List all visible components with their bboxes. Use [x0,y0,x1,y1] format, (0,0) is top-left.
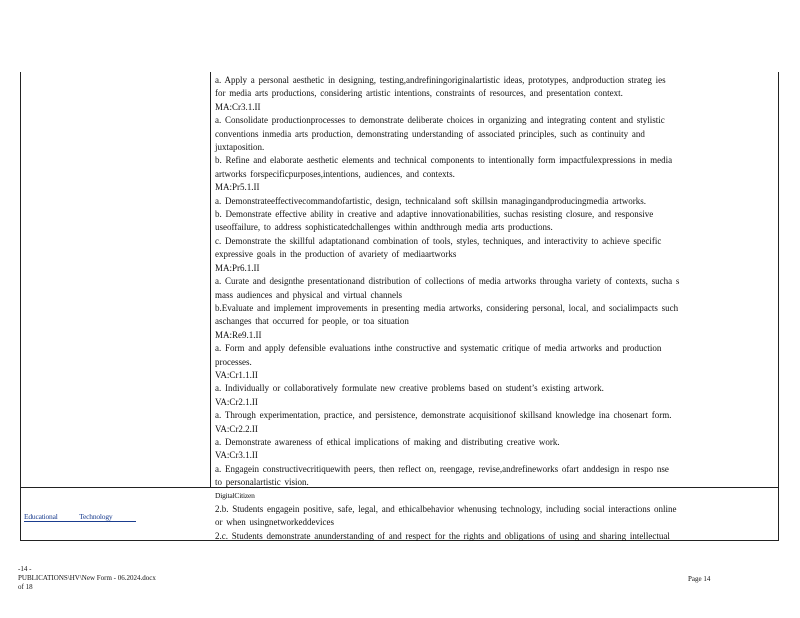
standard-line: or when usingnetworkeddevices [215,517,334,528]
standard-line: MA:Pr6.1.II [215,262,260,273]
of-pages: of 18 [18,583,33,591]
column-divider [210,72,211,487]
page-label: Page 14 [688,575,711,583]
standard-line: expressive goals in the production of avariety of mediaartworks [215,249,457,260]
standard-line: artworks forspecificpurposes,intentions, audiences, and contexts. [215,168,455,179]
standard-line: aschanges that occurred for people, or toa situation [215,316,409,327]
standard-line: to personalartistic vision. [215,477,309,488]
standard-line: conventions inmedia arts production, demonstrating understanding of associated principles, such as continuity and [215,128,645,139]
standards-cell [215,74,770,490]
standard-line: b. Demonstrate effective ability in creative and adaptive innovationabilities, suchas resisting closure, and responsive [215,209,654,220]
footer-left [18,565,156,592]
standard-line: 2.b. Students engagein positive, safe, legal, and ethicalbehavior whenusing technology, including social interactions online [215,504,677,515]
section-label: Educational Technology [24,512,136,522]
digital-citizen-heading: DigitalCitizen [215,491,255,500]
page-number-mark: -14 - [18,565,32,573]
standard-line: VA:Cr2.1.II [215,396,258,407]
standard-line: 2.c. Students demonstrate anunderstanding of and respect for the rights and obligations of using and sharing intellectual [215,530,670,541]
standard-line: b. Refine and elaborate aesthetic elements and technical components to intentionally form impactfulexpressions in media [215,155,673,166]
file-path: PUBLICATIONS\HV\New Form - 06.2024.docx [18,574,156,582]
standard-line: c. Demonstrate the skillful adaptationand combination of tools, styles, techniques, and interactivity to achieve specific [215,235,662,246]
standard-line: a. Apply a personal aesthetic in designing, testing,andrefiningoriginalartistic ideas, prototypes, andproduction strateg ies [215,75,666,85]
standard-line: a. Demonstrate awareness of ethical implications of making and distributing creative work. [215,436,560,447]
standard-line: a. Consolidate productionprocesses to demonstrate deliberate choices in organizing and integrating content and stylistic [215,115,665,126]
standard-line: processes. [215,356,252,367]
standard-line: a. Curate and designthe presentationand distribution of collections of media artworks througha variety of contexts, sucha s [215,276,680,287]
standard-line: mass audiences and physical and virtual channels [215,289,402,300]
standard-line: b.Evaluate and implement improvements in presenting media artworks, considering personal, local, and socialimpacts such [215,302,679,313]
standard-line: VA:Cr2.2.II [215,423,258,434]
standard-line: a. Demonstrateeffectivecommandofartistic, design, technicaland soft skillsin managingandproducingmedia artworks. [215,195,646,206]
standard-line: a. Through experimentation, practice, and persistence, demonstrate acquisitionof skillsand knowledge ina chosenart form. [215,410,672,421]
standard-line: useoffailure, to address sophisticatedchallenges within andthrough media arts productions. [215,222,553,233]
standard-line: for media arts productions, considering artistic intentions, constraints of resources, and presentation context. [215,88,623,99]
standard-line: MA:Cr3.1.II [215,101,261,112]
standard-line: a. Engagein constructivecritiquewith peers, then reflect on, reengage, revise,andrefineworks ofart anddesign in respo nse [215,463,669,474]
standard-line: juxtaposition. [215,142,265,153]
digital-citizen-cell [215,489,770,543]
standard-line: VA:Cr1.1.II [215,369,258,380]
standard-line: MA:Re9.1.II [215,329,262,340]
standard-line: MA:Pr5.1.II [215,182,260,193]
standard-line: a. Form and apply defensible evaluations inthe constructive and systematic critique of media artworks and production [215,343,662,354]
standard-line: VA:Cr3.1.II [215,450,258,461]
standard-line: a. Individually or collaboratively formulate new creative problems based on student’s existing artwork. [215,383,604,394]
